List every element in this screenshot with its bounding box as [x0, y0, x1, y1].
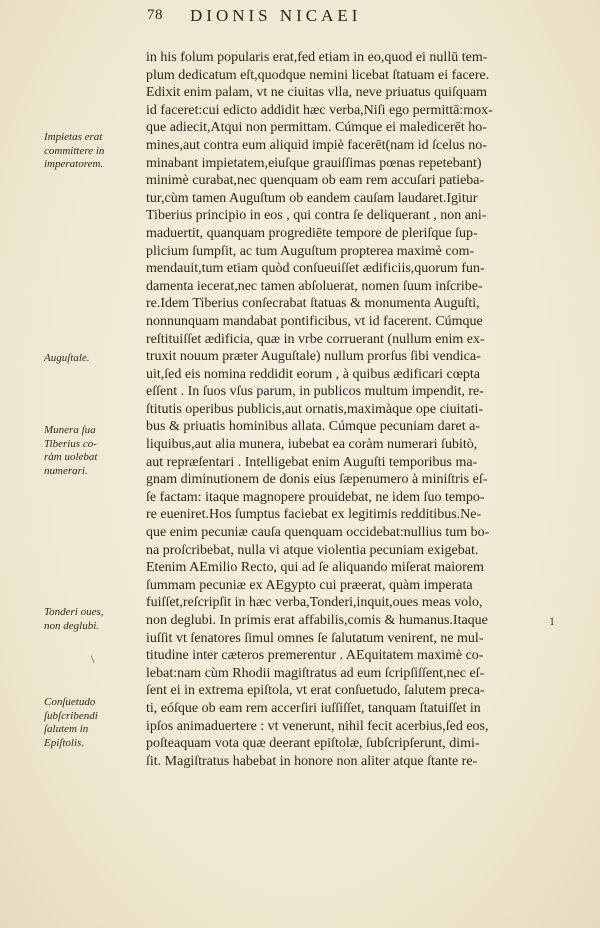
text-line: mendauit,tum etiam quòd conſueuiſſet ædificiis,quorum fun- — [146, 261, 485, 277]
side-note-line: committere in — [44, 144, 105, 157]
side-note-tonderi — [44, 606, 104, 633]
text-line: ſe factam: itaque magnopere prouidebat, ne idem ſuo tempo- — [146, 489, 485, 505]
text-line: reſtituiſſet ædificia, quæ in vrbe corruerant (nullum enim ex- — [146, 331, 485, 347]
text-line: in his folum popularis erat,fed etiam in eo,quod ei nullū tem- — [146, 50, 488, 65]
text-line: damenta iecerat,nec tamen abſoluerat, nomen ſuum inſcribe- — [146, 278, 483, 294]
text-line: lebat:nam cùm Rhodii magiſtratus ad eum ſcripſiſſent,nec eſ- — [146, 665, 485, 681]
text-line: aut repræſentari . Intelligebat enim Auguſti temporibus ma- — [146, 454, 478, 470]
text-line: minabant impietatem,eiuſque grauiſſimas pœnas repetebant) — [146, 155, 482, 171]
text-line: que adiecit,Atqui non permittam. Cúmque ei maledicerēt ho- — [146, 120, 487, 136]
side-note-line: numerari. — [44, 464, 88, 477]
text-line: gnam diminutionem de donis eius ſæpenumero à miniſtris eſ- — [146, 472, 488, 488]
running-title: DIONIS NICAEI — [190, 6, 362, 25]
side-note-line: ſalutem in — [44, 723, 89, 735]
text-line: iuſſit vt ſenatores ſimul omnes ſe ſalutatum venirent, ne mul- — [146, 630, 484, 646]
side-note-line: imperatorem. — [44, 158, 104, 170]
text-line: eſſent . In ſuos vſus parum, in publicos multum impendit, re- — [146, 384, 484, 400]
text-line: ipſos animaduertere : vt venerunt, nihil fecit acerbius,ſed eos, — [146, 718, 489, 734]
text-line: Edixit enim palam, vt ne ciuitas vlla, neve priuatus quiſquam — [146, 85, 487, 101]
side-note-impietas — [44, 131, 104, 172]
text-line: plicium ſumpſit, ac tum Auguſtum propterea maximè com- — [146, 243, 475, 259]
text-line: ſummam pecuniæ ex AEgypto cui præerat, quàm imperata — [146, 577, 473, 593]
text-line: ſent ei in extrema epiſtola, vt erat conſuetudo, ſalutem preca- — [146, 683, 485, 699]
text-line: truxit nouum præter Auguſtale) nullum prorſus ſibi vendica- — [146, 349, 481, 365]
text-line: re eueniret.Hos ſumptus faciebat ex legitimis redditibus.Ne- — [146, 507, 482, 523]
margin-mark-left: \ — [91, 652, 95, 666]
side-note-line: Impietas erat — [44, 131, 103, 143]
text-line: mines,aut contra eum aliquid impiè facerēt(nam id ſcelus no- — [146, 137, 487, 153]
side-note-line: ràm uolebat — [44, 451, 98, 463]
text-line: na proſcribebat, nulla vi atque violentia pecuniam exigebat. — [146, 542, 479, 558]
text-line: Etenim AEmilio Recto, qui ad ſe aliquando miſerat maiorem — [146, 560, 484, 576]
side-note-line: non deglubi. — [44, 619, 99, 632]
side-note-line: Munera ſua — [44, 424, 96, 436]
text-line: nonnunquam mandabat pontificibus, vt id facerent. Cúmque — [146, 313, 483, 329]
text-line: maduertit, quanquam progrediēte tempore de pleriſque ſup- — [146, 225, 478, 241]
text-line: minimè curabat,nec quenquam ob eam rem accuſari patieba- — [146, 173, 485, 189]
text-line: que enim pecuniæ cauſa quenquam occidebat:nullius tum bo- — [146, 525, 490, 541]
text-line: ſtitutis operibus publicis,aut ornatis,maximàque ope ciuitati- — [146, 401, 484, 417]
page-number: 78 — [147, 7, 163, 23]
main-text-block — [146, 49, 536, 770]
text-line: ſit. Magiſtratus habebat in honore non aliter atque ſtante re- — [146, 753, 478, 769]
text-line: uit,ſed eis nomina reddidit eorum , à quibus ædificari cœpta — [146, 366, 480, 382]
side-note-line: ſubſcribendi — [44, 709, 98, 722]
side-note-line: Tonderi oues, — [44, 606, 104, 618]
side-note-augustale — [44, 352, 90, 366]
text-line: titudine inter cæteros premerentur . AEquitatem maximè co- — [146, 648, 484, 664]
side-note-line: Epiſtolis. — [44, 736, 85, 749]
text-line: fuiſſet,reſcripſit in hæc verba,Tonderi,inquit,oues meas volo, — [146, 595, 483, 611]
text-line: poſteaquam vota quæ deerant epiſtolæ, ſubſcripſerunt, dimi- — [146, 736, 480, 752]
side-note-consuetudo — [44, 696, 98, 750]
text-line: ti, eóſque ob eam rem accerſiri iuſſiſſet, tanquam ſtatuiſſet in — [146, 700, 481, 716]
text-line: liquibus,aut alia munera, iubebat ea coràm numerari ſubitò, — [146, 437, 478, 453]
text-line: non deglubi. In primis erat affabilis,comis & humanus.Itaque — [146, 613, 488, 628]
text-line: Tiberius principio in eos , qui contra ſe deliquerant , non ani- — [146, 208, 487, 224]
side-note-line: Tiberius co- — [44, 437, 97, 450]
text-line: tur,cùm tamen Auguſtum ob eandem cauſam laudaret.Igitur — [146, 190, 478, 206]
side-note-line: Conſuetudo — [44, 696, 96, 708]
text-line: id faceret:cui edicto addidit hæc verba,Niſi ego permittā:mox- — [146, 102, 493, 118]
text-line: plum dedicatum eſt,quodque nemini licebat ſtatuam ei facere. — [146, 67, 490, 83]
side-note-munera — [44, 424, 97, 478]
text-line: bus & priuatis hominibus allata. Cúmque pecuniam daret a- — [146, 419, 480, 435]
text-line: re.Idem Tiberius conſecrabat ſtatuas & monumenta Auguſti, — [146, 296, 480, 312]
margin-mark-right: 1 — [549, 614, 555, 628]
side-note-line: Auguſtale. — [44, 352, 90, 364]
